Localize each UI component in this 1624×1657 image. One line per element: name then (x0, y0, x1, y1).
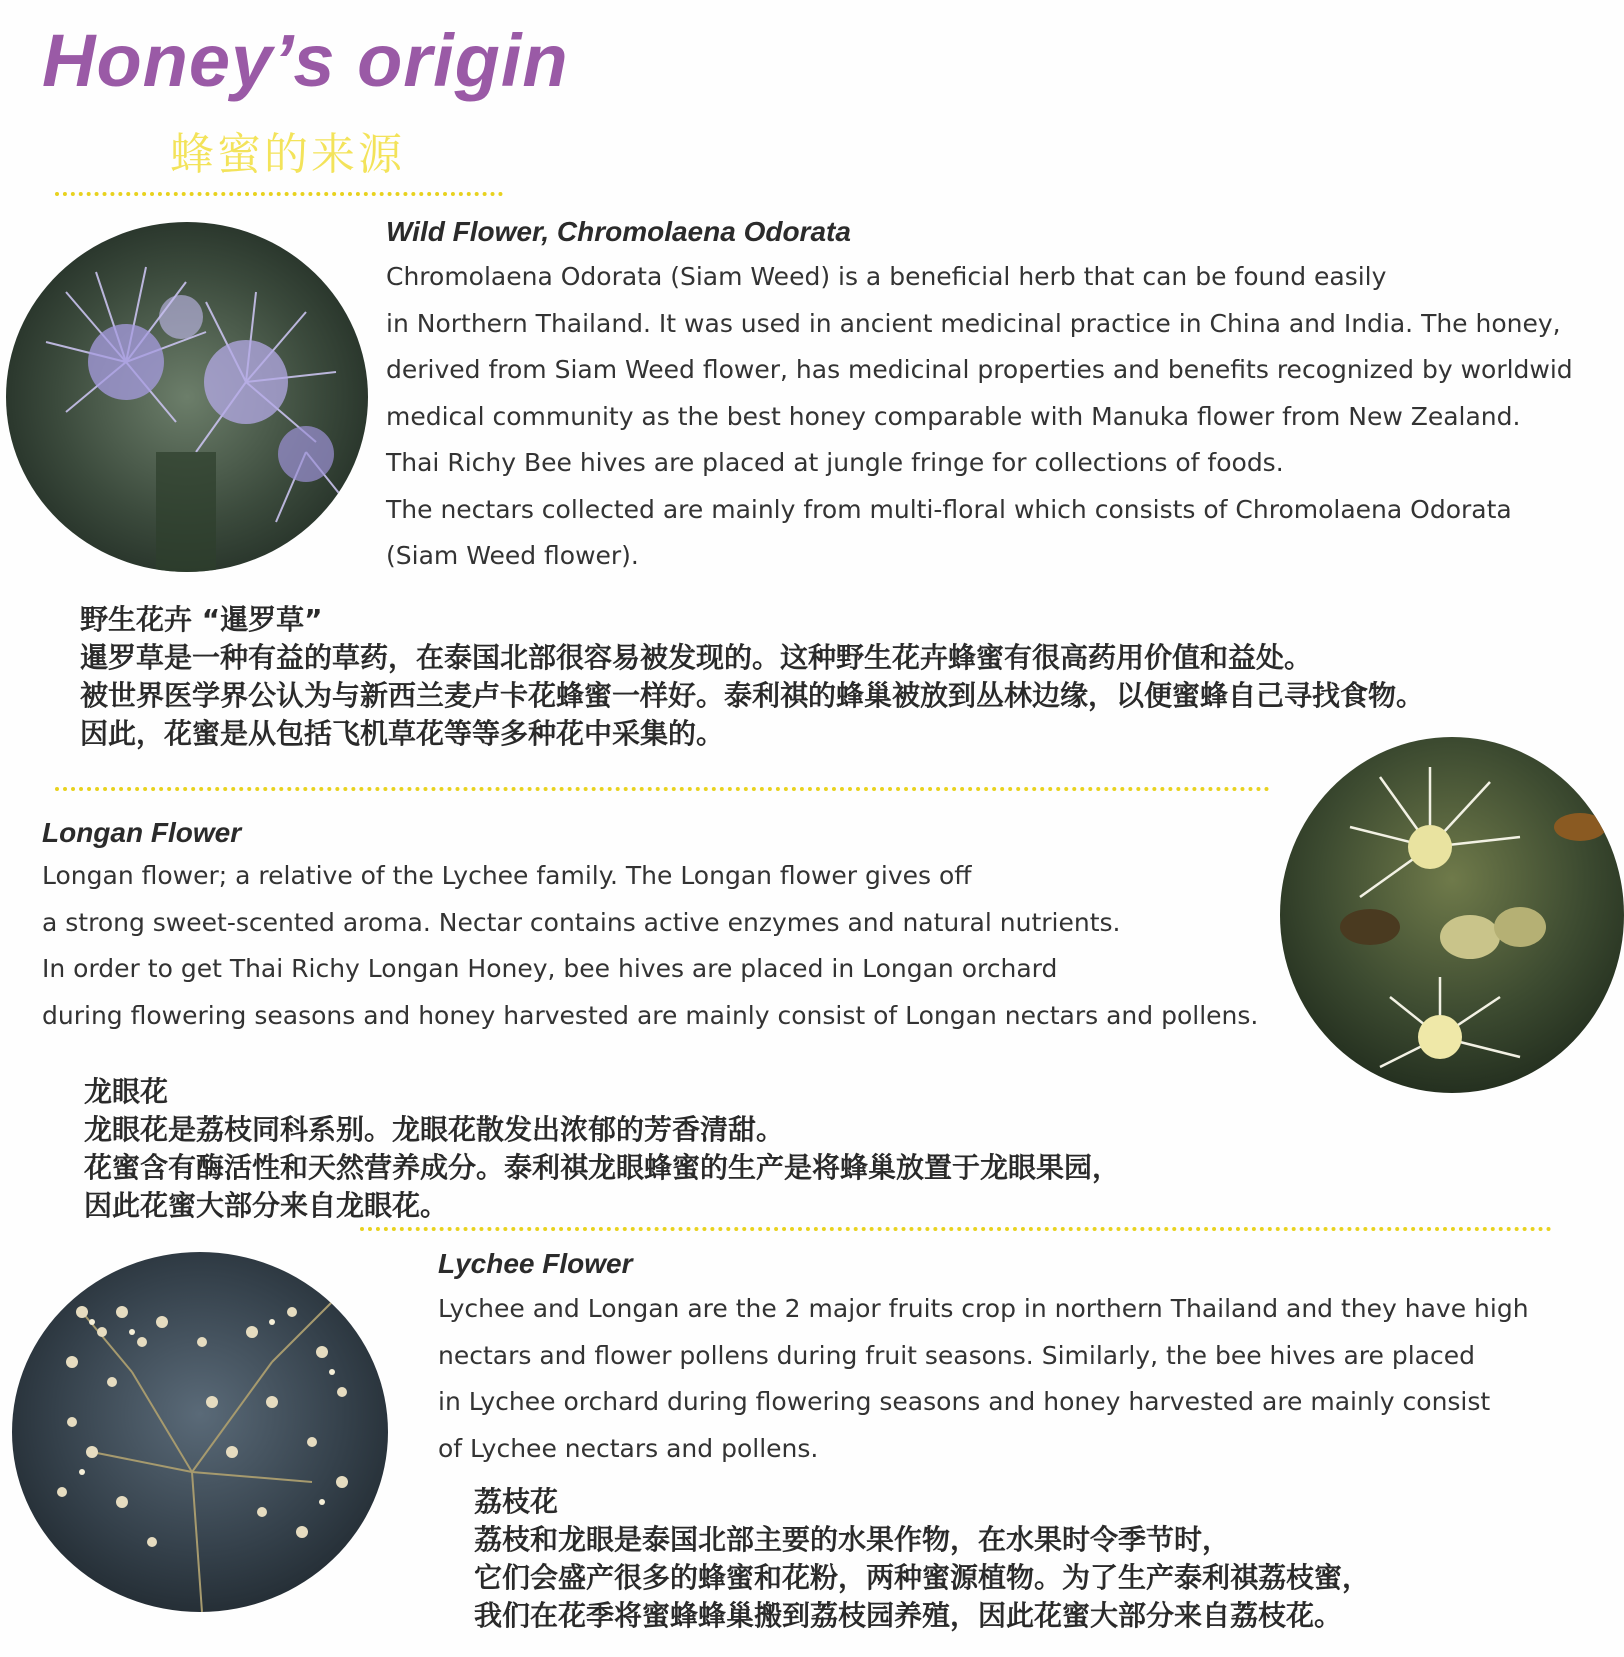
chinese-line: 因此，花蜜是从包括飞机草花等等多种花中采集的。 (80, 717, 725, 750)
chinese-line: 被世界医学界公认为与新西兰麦卢卡花蜂蜜一样好。泰利祺的蜂巢被放到丛林边缘，以便蜜蜂自己寻找食物。 (80, 679, 1425, 712)
page-subtitle-chinese: 蜂蜜的来源 (170, 129, 405, 180)
body-line: Thai Richy Bee hives are placed at jungle fringe for collections of foods. (386, 448, 1284, 477)
chinese-line: 它们会盛产很多的蜂蜜和花粉，两种蜜源植物。为了生产泰利祺荔枝蜜， (474, 1561, 1371, 1594)
body-line: medical community as the best honey comparable with Manuka flower from New Zealand. (386, 401, 1521, 431)
chinese-line: 暹罗草是一种有益的草药，在泰国北部很容易被发现的。这种野生花卉蜂蜜有很高药用价值和益处。 (80, 641, 1313, 674)
divider-1 (55, 787, 1270, 791)
body-line: in Northern Thailand. It was used in ancient medicinal practice in China and India. The honey, (386, 308, 1561, 338)
chinese-line: 花蜜含有酶活性和天然营养成分。泰利祺龙眼蜂蜜的生产是将蜂巢放置于龙眼果园， (84, 1151, 1121, 1184)
body-line: nectars and flower pollens during fruit seasons. Similarly, the bee hives are placed (438, 1340, 1475, 1370)
chinese-line: 因此花蜜大部分来自龙眼花。 (84, 1189, 449, 1222)
body-line: (Siam Weed flower). (386, 541, 639, 570)
chinese-line: 龙眼花是荔枝同科系别。龙眼花散发出浓郁的芳香清甜。 (84, 1113, 785, 1146)
chinese-line: 我们在花季将蜜蜂蜂巢搬到荔枝园养殖，因此花蜜大部分来自荔枝花。 (474, 1599, 1343, 1632)
section-heading-lychee: Lychee Flower (438, 1248, 633, 1279)
body-line: of Lychee nectars and pollens. (438, 1433, 819, 1463)
body-line: Chromolaena Odorata (Siam Weed) is a beneficial herb that can be found easily (386, 262, 1387, 291)
divider-header (55, 192, 503, 196)
body-line: in Lychee orchard during flowering seasons and honey harvested are mainly consist (438, 1387, 1491, 1416)
section-chinese-wild-flower (80, 601, 1424, 753)
section-chinese-lychee (474, 1483, 1370, 1635)
section-heading-longan: Longan Flower (42, 817, 242, 848)
lychee-flower-photo (12, 1252, 388, 1612)
chinese-line: 荔枝和龙眼是泰国北部主要的水果作物，在水果时令季节时， (474, 1523, 1231, 1556)
siam-weed-flower-photo (6, 222, 368, 572)
body-line: during flowering seasons and honey harvested are mainly consist of Longan nectars and pollens. (42, 1000, 1259, 1030)
body-line: derived from Siam Weed flower, has medicinal properties and benefits recognized by worldwid (386, 355, 1573, 384)
chinese-title: 龙眼花 (84, 1075, 169, 1108)
chinese-title: 野生花卉 “暹罗草” (80, 603, 323, 636)
body-line: In order to get Thai Richy Longan Honey, bee hives are placed in Longan orchard (42, 954, 1058, 983)
body-line: The nectars collected are mainly from multi-floral which consists of Chromolaena Odorata (386, 494, 1512, 524)
section-body-wild-flower (386, 254, 1573, 580)
body-line: Lychee and Longan are the 2 major fruits crop in northern Thailand and they have high (438, 1294, 1529, 1323)
body-line: Longan flower; a relative of the Lychee family. The Longan flower gives off (42, 861, 972, 890)
section-body-longan (42, 853, 1258, 1039)
section-heading-wild-flower: Wild Flower, Chromolaena Odorata (386, 216, 851, 247)
body-line: a strong sweet-scented aroma. Nectar contains active enzymes and natural nutrients. (42, 907, 1121, 937)
divider-2 (360, 1227, 1552, 1231)
section-chinese-longan (84, 1073, 1120, 1225)
page-title: Honey’s origin (42, 19, 569, 102)
chinese-title: 荔枝花 (474, 1485, 559, 1518)
longan-flower-photo (1280, 737, 1624, 1093)
section-body-lychee (438, 1286, 1529, 1472)
